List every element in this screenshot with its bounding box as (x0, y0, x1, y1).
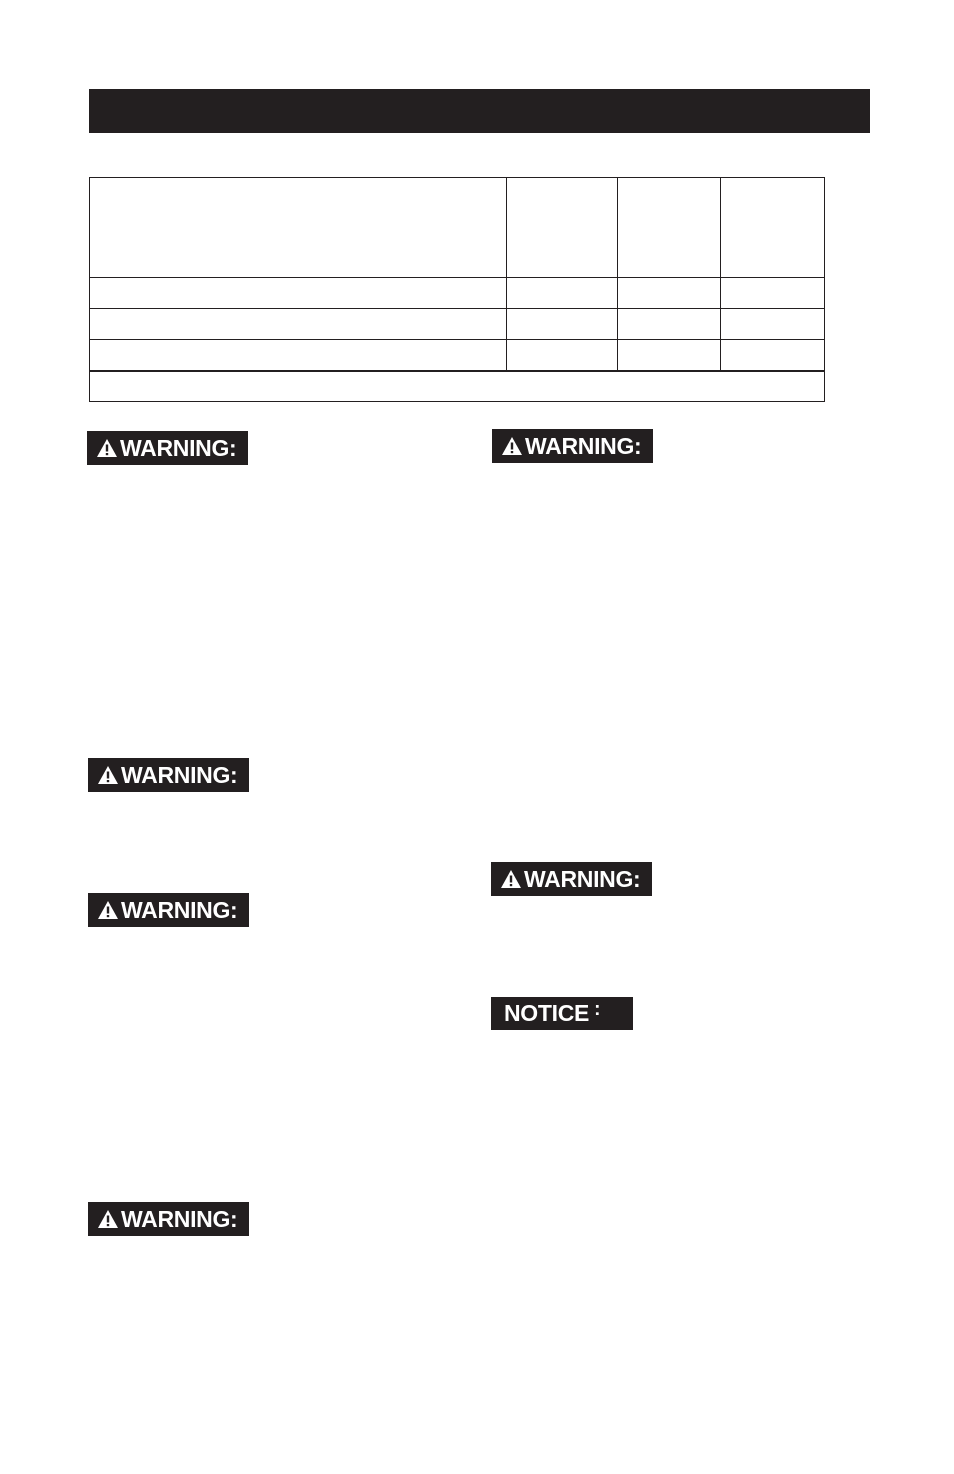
notice-label (491, 997, 633, 1030)
table-cell (90, 278, 507, 309)
warning-triangle-icon (500, 869, 522, 889)
table-header-cell (721, 178, 825, 278)
warning-text: WARNING: (121, 761, 238, 788)
table-footer-cell (90, 371, 825, 402)
warning-text: WARNING: (524, 865, 641, 892)
table-cell (618, 340, 721, 372)
table-row (90, 340, 825, 372)
table-cell (90, 340, 507, 372)
section-header-bar (89, 89, 870, 133)
table-cell (507, 278, 618, 309)
warning-text: WARNING: (121, 1205, 238, 1232)
warning-label-5 (492, 429, 653, 463)
table-row (90, 309, 825, 340)
table-header-row (90, 178, 825, 278)
table-header-cell (507, 178, 618, 278)
warning-triangle-icon (96, 438, 118, 458)
table-cell (721, 278, 825, 309)
table-cell (618, 309, 721, 340)
warning-text: WARNING: (525, 432, 642, 459)
table-row (90, 278, 825, 309)
table-cell (507, 309, 618, 340)
table-cell (721, 340, 825, 372)
specifications-table (89, 177, 825, 402)
warning-label-3 (88, 893, 249, 927)
table-header-cell (90, 178, 507, 278)
warning-label-1 (87, 431, 248, 465)
table-footer-row (90, 371, 825, 402)
warning-triangle-icon (501, 436, 523, 456)
table-cell (507, 340, 618, 372)
table-header-cell (618, 178, 721, 278)
table-cell (618, 278, 721, 309)
warning-label-6 (491, 862, 652, 896)
notice-text: NOTICE (504, 1000, 590, 1026)
warning-text: WARNING: (121, 896, 238, 923)
warning-triangle-icon (97, 765, 119, 785)
table-cell (721, 309, 825, 340)
warning-label-4 (88, 1202, 249, 1236)
table-cell (90, 309, 507, 340)
warning-triangle-icon (97, 1209, 119, 1229)
warning-label-2 (88, 758, 249, 792)
warning-text: WARNING: (120, 434, 237, 461)
warning-triangle-icon (97, 900, 119, 920)
notice-colon: : (594, 998, 601, 1020)
